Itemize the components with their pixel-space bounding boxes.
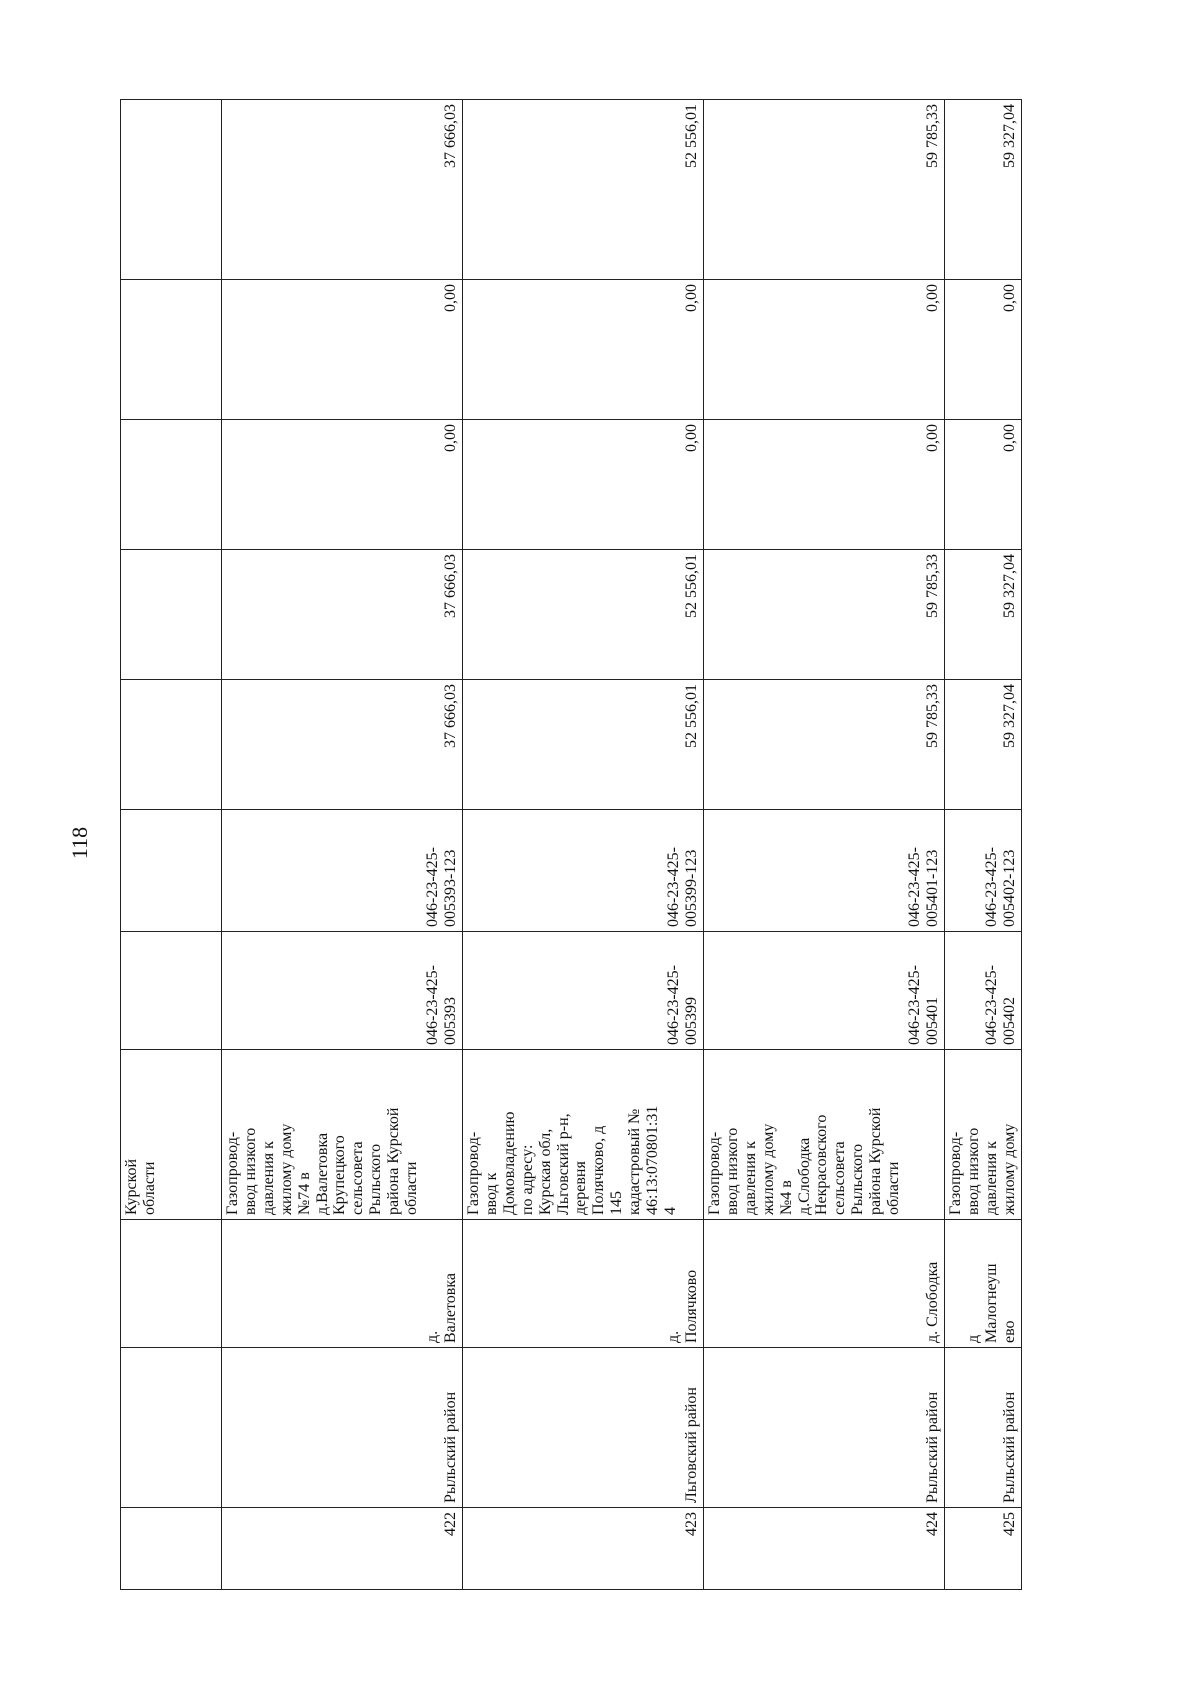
cell-value-2: 37 666,03 bbox=[222, 550, 463, 680]
cell-code-suffix: 046-23-425- 005399-123 bbox=[463, 810, 704, 932]
cell-value-1: 59 327,04 bbox=[945, 680, 1022, 810]
cell-code-suffix: 046-23-425- 005401-123 bbox=[704, 810, 945, 932]
cell-row-number: 422 bbox=[222, 1508, 463, 1590]
data-table bbox=[120, 99, 1022, 1590]
cell-object-name: Газопровод- ввод низкого давления к жилому дому bbox=[945, 1050, 1022, 1220]
cell-code-suffix: 046-23-425- 005393-123 bbox=[222, 810, 463, 932]
cell-value-3: 0,00 bbox=[463, 420, 704, 550]
cell-district: Рыльский район bbox=[945, 1348, 1022, 1508]
object-name-tail-text: Курской области bbox=[123, 1158, 158, 1215]
cell-value-3: 0,00 bbox=[222, 420, 463, 550]
cell-empty bbox=[121, 1220, 222, 1348]
cell-district: Рыльский район bbox=[222, 1348, 463, 1508]
cell-empty bbox=[121, 100, 222, 280]
cell-empty bbox=[121, 1508, 222, 1590]
cell-value-5: 37 666,03 bbox=[222, 100, 463, 280]
cell-empty bbox=[121, 280, 222, 420]
cell-row-number: 425 bbox=[945, 1508, 1022, 1590]
cell-value-2: 59 785,33 bbox=[704, 550, 945, 680]
cell-code: 046-23-425- 005401 bbox=[704, 932, 945, 1050]
cell-locality: д. Слободка bbox=[704, 1220, 945, 1348]
cell-value-2: 52 556,01 bbox=[463, 550, 704, 680]
cell-value-3: 0,00 bbox=[945, 420, 1022, 550]
table-row bbox=[704, 100, 945, 1590]
cell-value-5: 59 327,04 bbox=[945, 100, 1022, 280]
cell-empty bbox=[121, 810, 222, 932]
cell-empty bbox=[121, 1348, 222, 1508]
cell-object-name: Газопровод- ввод низкого давления к жилому дому №74 в д.Валетовка Крупецкого сельсовета Рыльского района Курской области bbox=[222, 1050, 463, 1220]
cell-value-4: 0,00 bbox=[945, 280, 1022, 420]
cell-value-4: 0,00 bbox=[704, 280, 945, 420]
table-row bbox=[945, 100, 1022, 1590]
cell-value-1: 52 556,01 bbox=[463, 680, 704, 810]
cell-empty bbox=[121, 420, 222, 550]
rotated-table-frame bbox=[120, 100, 1018, 1590]
cell-locality: д. Валетовка bbox=[222, 1220, 463, 1348]
cell-row-number: 424 bbox=[704, 1508, 945, 1590]
cell-object-name: Газопровод- ввод низкого давления к жилому дому №4 в д.Слободка Некрасовского сельсовета Рыльского района Курской области bbox=[704, 1050, 945, 1220]
cell-locality: д. Полячково bbox=[463, 1220, 704, 1348]
cell-code-suffix: 046-23-425- 005402-123 bbox=[945, 810, 1022, 932]
cell-value-3: 0,00 bbox=[704, 420, 945, 550]
cell-value-1: 37 666,03 bbox=[222, 680, 463, 810]
cell-value-5: 59 785,33 bbox=[704, 100, 945, 280]
table-row bbox=[222, 100, 463, 1590]
cell-code: 046-23-425- 005402 bbox=[945, 932, 1022, 1050]
cell-code: 046-23-425- 005399 bbox=[463, 932, 704, 1050]
table-sheet bbox=[120, 100, 1018, 1590]
cell-empty bbox=[121, 550, 222, 680]
cell-object-name: Газопровод- ввод к Домовладению по адресу: Курская обл, Льговский р-н, деревня Полячково, д 145 кадастровый № 46:13:070801:31 4 bbox=[463, 1050, 704, 1220]
cell-district: Льговский район bbox=[463, 1348, 704, 1508]
cell-locality: д Малогнеуш ево bbox=[945, 1220, 1022, 1348]
cell-object-name-tail bbox=[121, 1050, 222, 1220]
cell-row-number: 423 bbox=[463, 1508, 704, 1590]
cell-empty bbox=[121, 680, 222, 810]
cell-value-5: 52 556,01 bbox=[463, 100, 704, 280]
cell-value-4: 0,00 bbox=[463, 280, 704, 420]
cell-code: 046-23-425- 005393 bbox=[222, 932, 463, 1050]
page-number: 118 bbox=[67, 826, 93, 860]
cell-value-4: 0,00 bbox=[222, 280, 463, 420]
table-row bbox=[463, 100, 704, 1590]
cell-value-2: 59 327,04 bbox=[945, 550, 1022, 680]
table-row-continuation bbox=[121, 100, 222, 1590]
cell-value-1: 59 785,33 bbox=[704, 680, 945, 810]
cell-district: Рыльский район bbox=[704, 1348, 945, 1508]
cell-empty bbox=[121, 932, 222, 1050]
